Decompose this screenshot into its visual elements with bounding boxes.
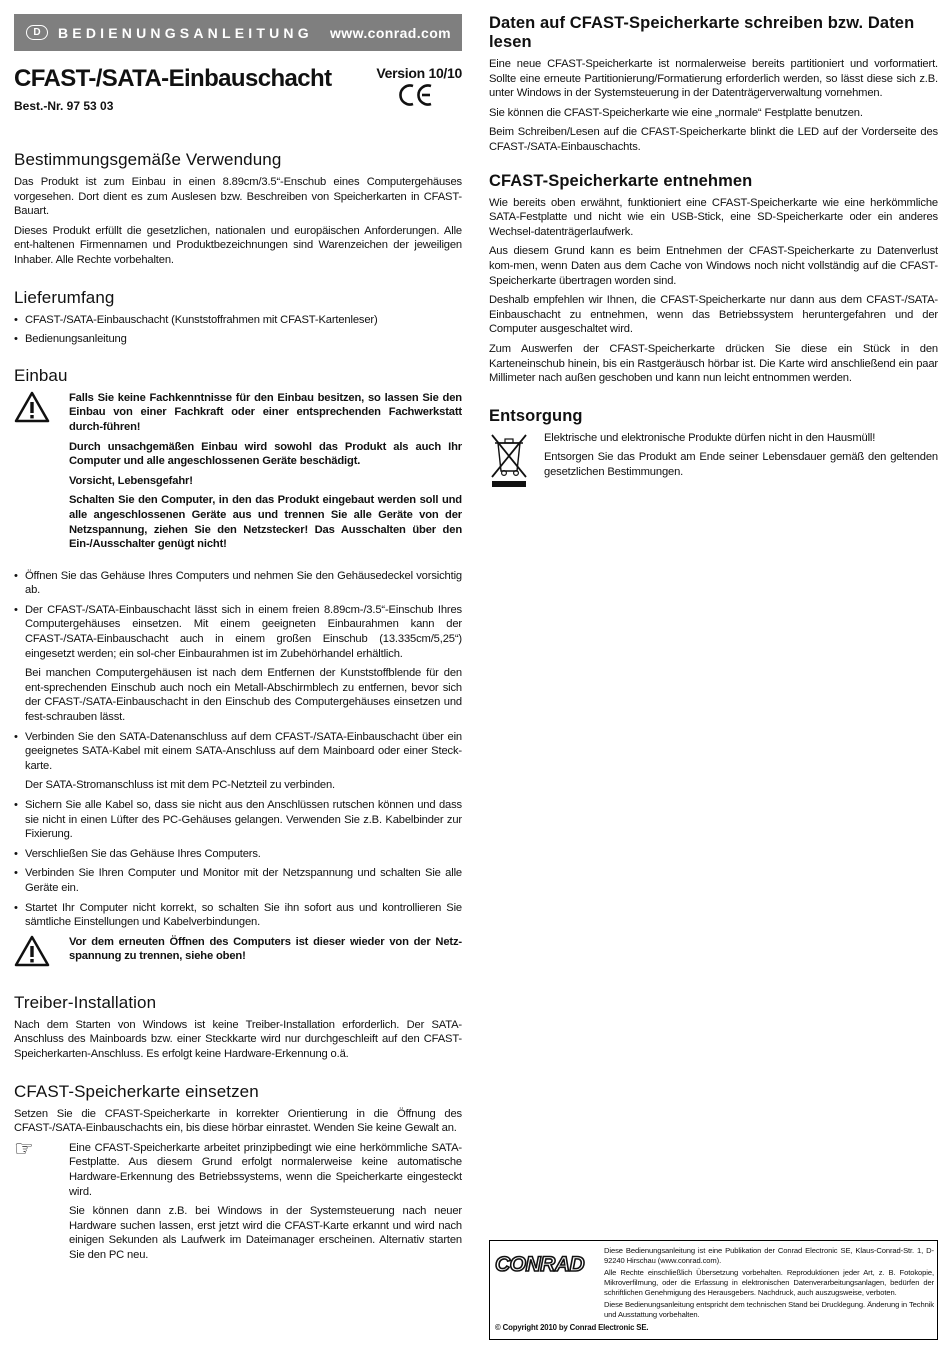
note-text: Eine CFAST-Speicherkarte arbeitet prinzipbedingt wie eine herkömmliche SATA-Festplatte. Aus diesem Grund erfolgt normalerweise keine automatische Hardware-Erkennung des Betriebssystems, wenn die Speicherkarte eingesteckt wird.	[69, 1141, 462, 1198]
crossed-bin-icon	[489, 431, 544, 496]
right-column	[489, 14, 938, 496]
list-item-extra: Bei manchen Computergehäusen ist nach dem Entfernen der Kunststoffblende für den ent-sprechenden Einschub auch noch ein Metall-Abschirmblech zu entfernen, bevor sich der CFAST-/SATA-Einbauschacht in den Einschub des Computergehäuses einsetzen und fest-schrauben lässt.	[25, 667, 462, 724]
header-left	[26, 25, 313, 41]
warning-text: Vor dem erneuten Öffnen des Computers ist dieser wieder von der Netz-spannung zu trennen, siehe oben!	[69, 935, 462, 963]
conrad-logo	[493, 1249, 597, 1284]
section-heading-entnehmen: CFAST-Speicherkarte entnehmen	[489, 171, 753, 190]
warning-block	[14, 391, 462, 557]
header-label: BEDIENUNGSANLEITUNG	[58, 24, 313, 41]
paragraph: Wie bereits oben erwähnt, funktioniert eine CFAST-Speicherkarte wie eine herkömmliche SATA-Festplatte und nicht wie ein USB-Stick, eine SD-Speicherkarte oder ein anderes Wechsel-datenträgerlaufwerk.	[489, 196, 938, 238]
document-title: CFAST-/SATA-Einbauschacht	[14, 65, 332, 92]
version-label: Version 10/10	[376, 65, 462, 81]
section-heading-treiber: Treiber-Installation	[14, 992, 157, 1012]
list-item: • Bedienungsanleitung	[14, 333, 127, 346]
list-item: • Verbinden Sie Ihren Computer und Monitor mit der Netzspannung und schalten Sie alle Geräte ein.	[14, 867, 462, 894]
paragraph: Deshalb empfehlen wir Ihnen, die CFAST-Speicherkarte nur dann aus dem CFAST-/SATA-Einbauschacht zu entnehmen, wenn das Betriebssystem heruntergefahren und der Computer ausgeschaltet wird.	[489, 294, 938, 336]
footer-text: Diese Bedienungsanleitung ist eine Publikation der Conrad Electronic SE, Klaus-Conrad-Str. 1, D-92240 Hirschau (www.conrad.com).	[604, 1246, 934, 1265]
list-item: • Verbinden Sie den SATA-Datenanschluss auf dem CFAST-/SATA-Einbauschacht über ein geeignetes SATA-Kabel mit einem SATA-Anschluss auf dem Mainboard oder einer Steck-karte. Der SATA-Stromanschluss ist mit dem PC-Netzteil zu verbinden.	[14, 730, 462, 792]
paragraph: Setzen Sie die CFAST-Speicherkarte in korrekter Orientierung in die Öffnung des CFAST-/SATA-Einbauschachts ein, bis diese hörbar einrastet. Wenden Sie keine Gewalt an.	[14, 1107, 462, 1135]
warning-block-2	[14, 935, 462, 972]
list-item: • Öffnen Sie das Gehäuse Ihres Computers und nehmen Sie den Gehäusedeckel vorsichtig ab.	[14, 569, 462, 597]
header-url[interactable]: www.conrad.com	[330, 24, 451, 41]
copyright: © Copyright 2010 by Conrad Electronic SE.	[495, 1323, 649, 1333]
list-item: • Sichern Sie alle Kabel so, dass sie nicht aus den Anschlüssen rutschen können und dass sie nicht in einen Lüfter des PC-Gehäuses gelangen. Verwenden Sie z.B. Kabelbinder zur Fixierung.	[14, 799, 462, 841]
disposal-block	[489, 431, 938, 496]
paragraph: Sie können die CFAST-Speicherkarte wie eine „normale“ Festplatte benutzen.	[489, 106, 863, 119]
list-item-extra: Der SATA-Stromanschluss ist mit dem PC-Netzteil zu verbinden.	[25, 779, 335, 792]
publisher-footer	[489, 1240, 938, 1340]
order-number: Best.-Nr. 97 53 03	[14, 99, 114, 113]
list-item: • Startet Ihr Computer nicht korrekt, so schalten Sie ihn sofort aus und kontrollieren Sie sämtliche Einstellungen und Kabelverbindungen.	[14, 901, 462, 929]
pointing-hand-icon: ☞	[14, 1135, 34, 1161]
paragraph: Eine neue CFAST-Speicherkarte ist normalerweise bereits partitioniert und vorformatiert. Sollte eine erneute Partitionierung/Formatierung erforderlich werden, so lässt diese sich z.B. unter Windows in der Systemsteuerung in der Datenträgerverwaltung vornehmen.	[489, 58, 938, 100]
warning-text: Durch unsachgemäßen Einbau wird sowohl das Produkt als auch Ihr Computer und alle angeschlossenen Geräte beschädigt.	[69, 440, 462, 468]
warning-text: Falls Sie keine Fachkenntnisse für den Einbau besitzen, so lassen Sie den Einbau von einer Fachkraft oder einer entsprechenden Fachwerkstatt durch-führen!	[69, 391, 462, 433]
title-row	[14, 65, 462, 113]
paragraph: Beim Schreiben/Lesen auf die CFAST-Speicherkarte blinkt die LED auf der Vorderseite des CFAST-/SATA-Einbauschachts.	[489, 126, 938, 153]
list-item: • CFAST-/SATA-Einbauschacht (Kunststoffrahmen mit CFAST-Kartenleser)	[14, 313, 378, 326]
language-badge: D	[26, 25, 48, 40]
note-text: Sie können dann z.B. bei Windows in der Systemsteuerung nach neuer Hardware suchen lassen, erst jetzt wird die CFAST-Karte erkannt und wird nach einigen Sekunden als Laufwerk im Dateimanager erscheinen. Alternativ starten Sie den PC neu.	[69, 1205, 462, 1261]
einbau-list	[14, 569, 462, 930]
lieferumfang-list	[14, 313, 462, 347]
note-block	[14, 1135, 462, 1268]
section-heading-entsorgung: Entsorgung	[489, 406, 583, 425]
section-heading-einsetzen: CFAST-Speicherkarte einsetzen	[14, 1081, 259, 1101]
paragraph: Dieses Produkt erfüllt die gesetzlichen, nationalen und europäischen Anforderungen. Alle ent-haltenen Firmennamen und Produktbezeichnungen sind Warenzeichen der jeweiligen Inhaber. Alle Rechte vorbehalten.	[14, 224, 462, 266]
warning-text: Schalten Sie den Computer, in den das Produkt eingebaut werden soll und alle angeschlossenen Geräte aus und trennen Sie alle Geräte von der Netzspannung, ziehen Sie den Netzstecker! Das Ausschalten über den Ein-/Ausschalter genügt nicht!	[69, 494, 462, 551]
paragraph: Entsorgen Sie das Produkt am Ende seiner Lebensdauer gemäß den geltenden gesetzlichen Bestimmungen.	[544, 451, 938, 478]
warning-triangle-icon	[14, 391, 69, 557]
header-bar	[14, 14, 462, 51]
paragraph: Das Produkt ist zum Einbau in einen 8.89cm/3.5“-Enschub eines Computergehäuses vorgesehen. Dort dient es zum Auslesen bzw. Beschreiben von Speicherkarten in CFAST-Bauart.	[14, 176, 462, 218]
paragraph: Elektrische und elektronische Produkte dürfen nicht in den Hausmüll!	[544, 431, 876, 444]
paragraph: Zum Auswerfen der CFAST-Speicherkarte drücken Sie diese ein Stück in den Karteneinschub hinein, bis ein Rastgeräusch hörbar ist. Die Karte wird anschließend ein paar Millimeter nach außen geschoben und kann nun leicht entnommen werden.	[489, 342, 938, 385]
left-column	[14, 14, 462, 1267]
section-heading-bestimmung: Bestimmungsgemäße Verwendung	[14, 150, 282, 169]
footer-text: Diese Bedienungsanleitung entspricht dem technischen Stand bei Drucklegung. Änderung in Technik und Ausstattung vorbehalten.	[604, 1300, 934, 1319]
paragraph: Aus diesem Grund kann es beim Entnehmen der CFAST-Speicherkarte zu Datenverlust kom-men, wenn Daten aus dem Cache von Windows noch nicht vollständig auf die CFAST-Speicherkarte übertragen worden sind.	[489, 245, 938, 287]
ce-mark-icon	[376, 83, 434, 112]
list-item: • Verschließen Sie das Gehäuse Ihres Computers.	[14, 847, 261, 860]
section-heading-einbau: Einbau	[14, 365, 68, 385]
footer-text: Alle Rechte einschließlich Übersetzung vorbehalten. Reproduktionen jeder Art, z. B. Fotokopie, Mikroverfilmung, oder die Erfassung in elektronischen Datenverarbeitungsanlagen, bedürfen der schriftlichen Genehmigung des Herausgebers. Nachdruck, auch auszugsweise, verboten.	[604, 1268, 934, 1297]
section-heading-lieferumfang: Lieferumfang	[14, 287, 115, 307]
logo-text: CONRAD	[495, 1253, 585, 1276]
warning-text: Vorsicht, Lebensgefahr!	[69, 474, 193, 487]
list-item: • Der CFAST-/SATA-Einbauschacht lässt sich in einem freien 8.89cm-/3.5“-Einschub Ihres Computergehäuses einsetzen. Mit einem geeigneten Einbaurahmen kann der CFAST-/SATA-Einbauschacht auch in einem großen Einschub (13.335cm/5,25“) eingesetzt werden; ein sol-cher Einbaurahmen ist im Zubehörhandel erhältlich. Bei manchen Computergehäusen ist nach dem Entfernen der Kunststoffblende für den ent-sprechenden Einschub auch noch ein Metall-Abschirmblech zu entfernen, bevor sich der CFAST-/SATA-Einbauschacht in den Einschub des Computergehäuses einsetzen und fest-schrauben lässt.	[14, 603, 462, 724]
paragraph: Nach dem Starten von Windows ist keine Treiber-Installation erforderlich. Der SATA-Anschluss des Mainboards bzw. einer Steckkarte wird nur durchgeschleift auf den CFAST-Speicherkarten-Anschluss. Es erfolgt keine Hardware-Erkennung o.ä.	[14, 1018, 462, 1060]
section-heading-daten: Daten auf CFAST-Speicherkarte schreiben bzw. Daten lesen	[489, 14, 915, 51]
warning-triangle-icon	[14, 935, 69, 972]
